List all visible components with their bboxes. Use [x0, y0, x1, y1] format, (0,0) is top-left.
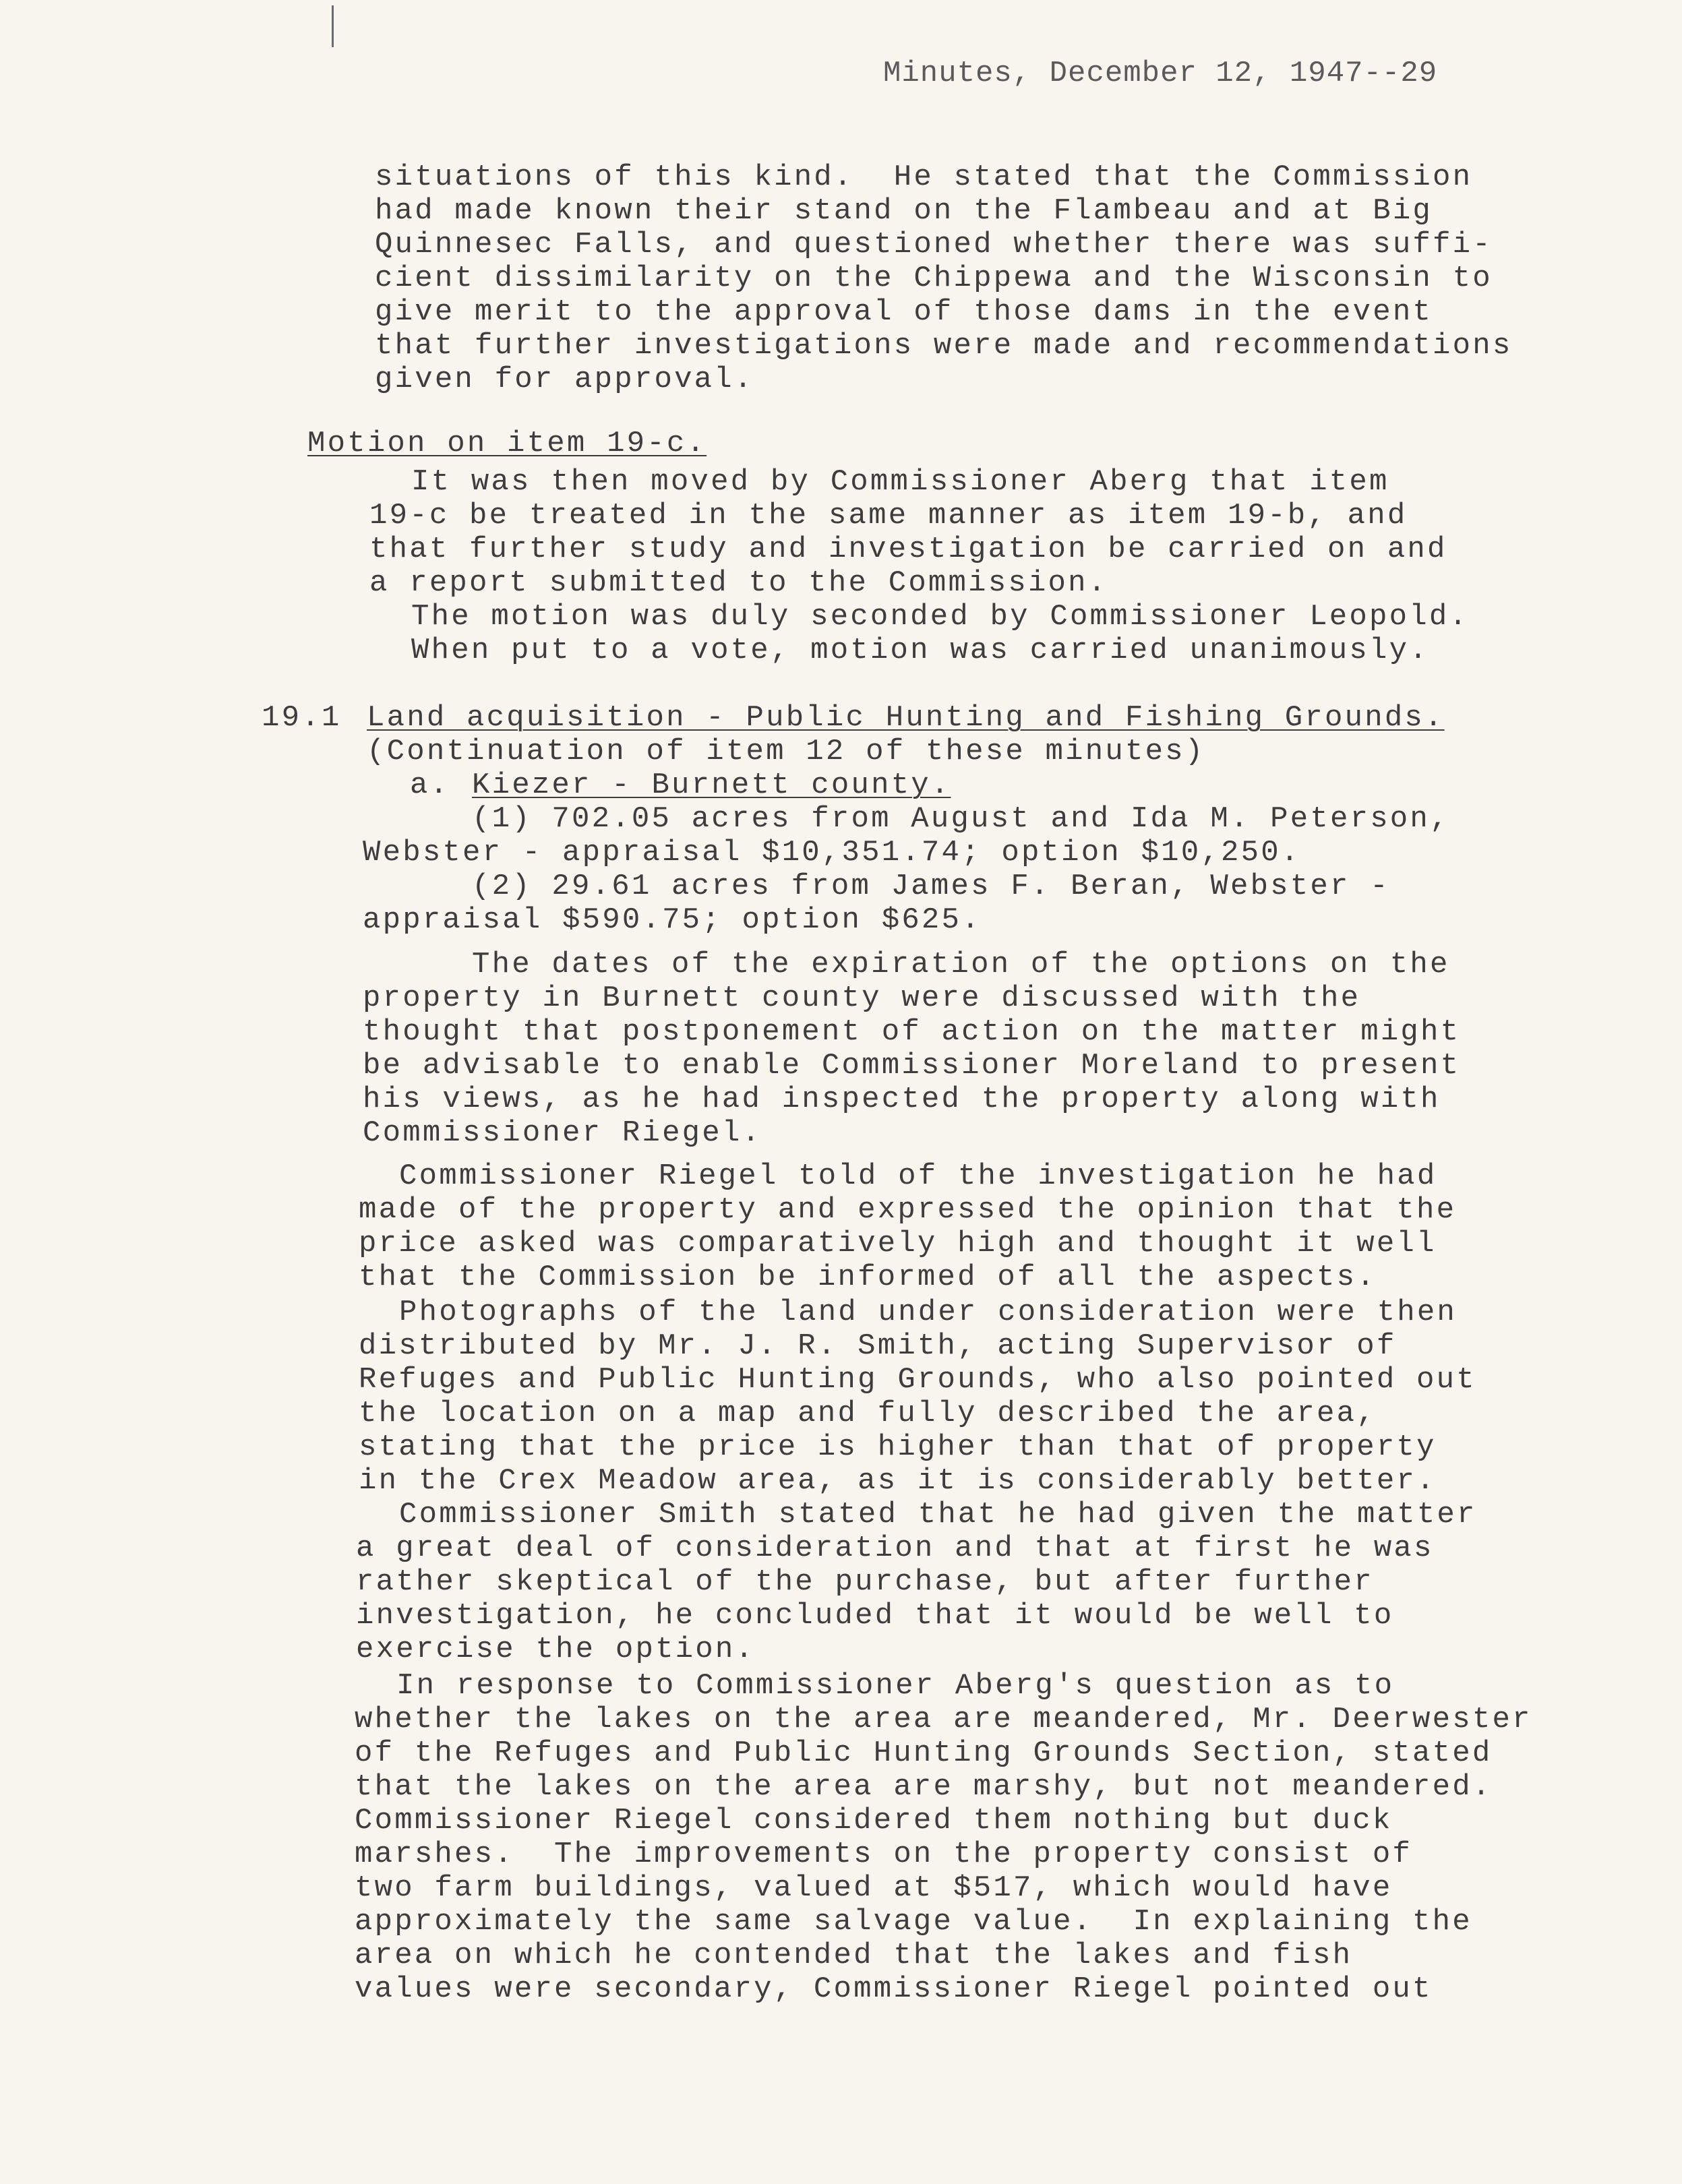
- text-line: that the lakes on the area are marshy, but not meandered.: [355, 1770, 1493, 1804]
- text-line: thought that postponement of action on the matter might: [363, 1015, 1461, 1049]
- text-line: The dates of the expiration of the options on the: [472, 948, 1450, 981]
- text-line: (1) 702.05 acres from August and Ida M. Peterson,: [472, 802, 1450, 836]
- text-line: The motion was duly seconded by Commissioner Leopold.: [411, 600, 1470, 634]
- text-line: a report submitted to the Commission.: [369, 566, 1108, 600]
- text-line: that further study and investigation be carried on and: [369, 533, 1447, 566]
- text-line: Refuges and Public Hunting Grounds, who also pointed out: [359, 1363, 1476, 1397]
- text-line: (2) 29.61 acres from James F. Beran, Webster -: [472, 870, 1390, 903]
- page-header: Minutes, December 12, 1947--29: [883, 57, 1438, 90]
- text-line: had made known their stand on the Flambeau and at Big: [375, 194, 1433, 228]
- text-line: price asked was comparatively high and thought it well: [359, 1227, 1437, 1261]
- text-line: exercise the option.: [356, 1633, 756, 1666]
- text-line: Photographs of the land under consideration were then: [399, 1296, 1458, 1329]
- text-line: that the Commission be informed of all the aspects.: [359, 1261, 1377, 1294]
- text-line: Quinnesec Falls, and questioned whether there was suffi-: [375, 228, 1493, 262]
- text-line: of the Refuges and Public Hunting Grounds Section, stated: [355, 1736, 1493, 1770]
- text-line: appraisal $590.75; option $625.: [363, 903, 982, 937]
- text-line: his views, as he had inspected the property along with: [363, 1083, 1441, 1116]
- text-line: give merit to the approval of those dams in the event: [375, 295, 1433, 329]
- subitem-prefix: a.: [410, 768, 450, 802]
- text-line: stating that the price is higher than that of property: [359, 1430, 1437, 1464]
- text-line: the location on a map and fully described the area,: [359, 1397, 1377, 1430]
- subitem-title: Kiezer - Burnett county.: [472, 768, 951, 802]
- section-subtitle: (Continuation of item 12 of these minutes): [367, 735, 1205, 768]
- text-line: Commissioner Riegel.: [363, 1116, 762, 1150]
- text-line: cient dissimilarity on the Chippewa and the Wisconsin to: [375, 262, 1493, 295]
- section-title: Land acquisition - Public Hunting and Fishing Grounds.: [367, 701, 1445, 735]
- text-line: situations of this kind. He stated that the Commission: [375, 160, 1473, 194]
- pencil-mark: [332, 5, 334, 47]
- text-line: investigation, he concluded that it would be well to: [356, 1599, 1394, 1633]
- text-line: two farm buildings, valued at $517, which would have: [355, 1871, 1393, 1905]
- text-line: property in Burnett county were discussed with the: [363, 981, 1361, 1015]
- text-line: Commissioner Riegel told of the investigation he had: [399, 1159, 1437, 1193]
- text-line: given for approval.: [375, 363, 754, 396]
- text-line: 19-c be treated in the same manner as item 19-b, and: [369, 499, 1408, 533]
- text-line: area on which he contended that the lakes and fish: [355, 1939, 1353, 1972]
- section-number: 19.1: [262, 701, 342, 735]
- text-line: be advisable to enable Commissioner Moreland to present: [363, 1049, 1461, 1083]
- text-line: When put to a vote, motion was carried unanimously.: [411, 634, 1429, 667]
- text-line: distributed by Mr. J. R. Smith, acting Supervisor of: [359, 1329, 1397, 1363]
- text-line: a great deal of consideration and that at first he was: [356, 1531, 1434, 1565]
- text-line: Commissioner Smith stated that he had given the matter: [399, 1498, 1477, 1531]
- text-line: whether the lakes on the area are meandered, Mr. Deerwester: [355, 1703, 1532, 1736]
- text-line: values were secondary, Commissioner Riegel pointed out: [355, 1972, 1433, 2006]
- text-line: It was then moved by Commissioner Aberg that item: [411, 465, 1389, 499]
- text-line: Webster - appraisal $10,351.74; option $10,250.: [363, 836, 1301, 870]
- text-line: In response to Commissioner Aberg's question as to: [396, 1669, 1395, 1703]
- text-line: made of the property and expressed the opinion that the: [359, 1193, 1457, 1227]
- text-line: Commissioner Riegel considered them nothing but duck: [355, 1804, 1393, 1838]
- text-line: rather skeptical of the purchase, but after further: [356, 1565, 1374, 1599]
- motion-heading: Motion on item 19-c.: [307, 427, 707, 460]
- text-line: marshes. The improvements on the property consist of: [355, 1838, 1413, 1871]
- text-line: that further investigations were made and recommendations: [375, 329, 1513, 363]
- text-line: approximately the same salvage value. In explaining the: [355, 1905, 1472, 1939]
- text-line: in the Crex Meadow area, as it is considerably better.: [359, 1464, 1437, 1498]
